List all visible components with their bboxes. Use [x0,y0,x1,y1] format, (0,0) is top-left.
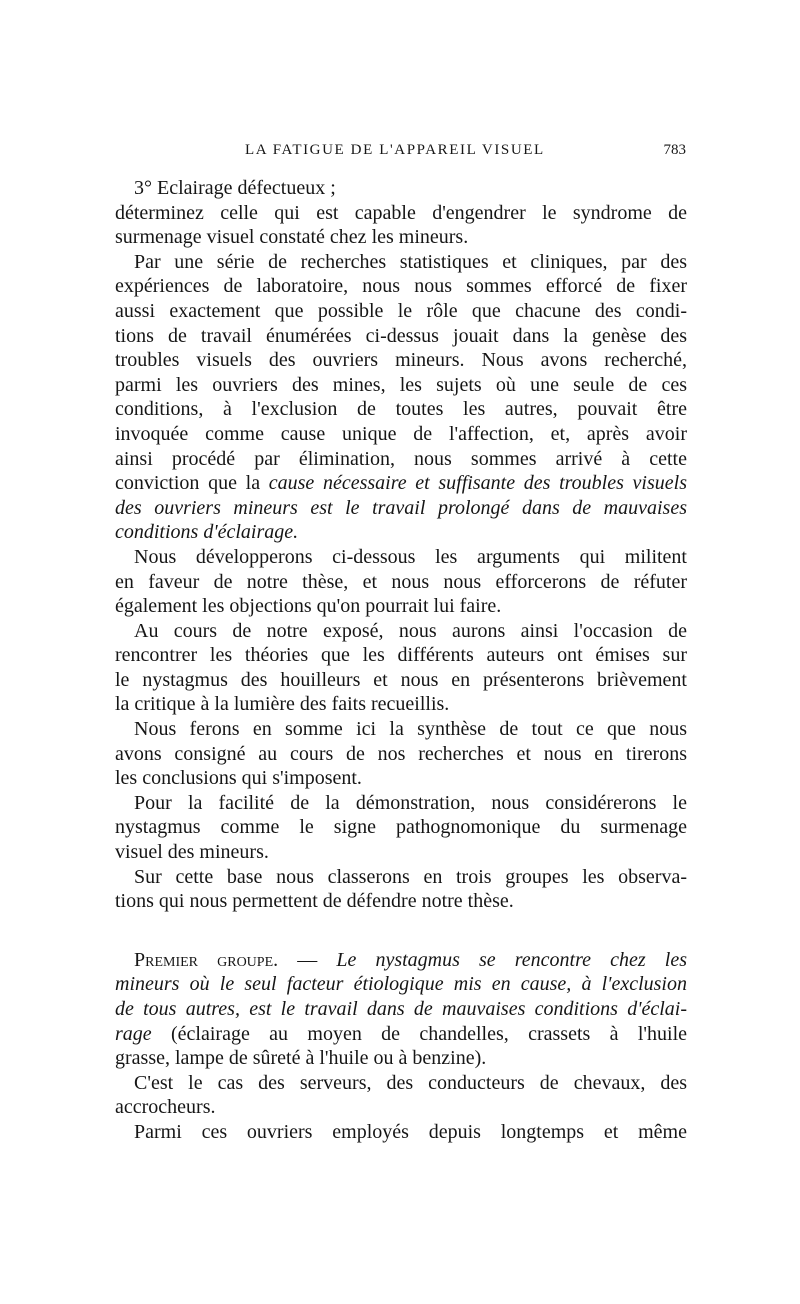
text-line: ainsi procédé par élimination, nous sommes arrivé à cette [115,447,687,470]
text-line: visuel des mineurs. [115,841,269,864]
text-line: Nous ferons en somme ici la synthèse de tout ce que nous [134,718,687,741]
text-line: Sur cette base nous classerons en trois groupes les observa- [134,865,687,888]
text-line: aussi exactement que possible le rôle que chacune des condi- [115,299,687,322]
italic-text: rage [115,1022,152,1045]
italic-text: des ouvriers mineurs est le travail prolongé dans de mauvaises [115,496,687,519]
text-line: 3° Eclairage défectueux ; [134,177,336,199]
text-line: le nystagmus des houilleurs et nous en présenterons brièvement [115,668,687,691]
page-number: 783 [663,142,686,158]
text-line: expériences de laboratoire, nous nous sommes efforcé de fixer [115,275,687,298]
text-line [115,496,687,521]
text-line: Parmi ces ouvriers employés depuis longtemps et même [134,1120,687,1143]
text-line: en faveur de notre thèse, et nous nous efforcerons de réfuter [115,570,687,593]
running-title: LA FATIGUE DE L'APPAREIL VISUEL [245,142,545,158]
text-line [115,520,687,545]
italic-text: de tous autres, est le travail dans de mauvaises conditions d'éclai- [115,998,687,1020]
text-line [115,471,687,496]
text-line: grasse, lampe de sûreté à l'huile ou à benzine). [115,1047,487,1070]
text-line [115,997,687,1022]
text-line: tions qui nous permettent de défendre notre thèse. [115,890,514,913]
italic-text: conditions d'éclairage. [115,521,299,544]
text-line [115,948,687,973]
italic-text: cause nécessaire et suffisante des troubles visuels [268,472,687,495]
text-line: avons consigné au cours de nos recherches et nous en tirerons [115,742,687,765]
text-line [115,972,687,997]
text-span: conviction que la [115,472,261,495]
page-header [115,142,700,164]
text-line: tions de travail énumérées ci-dessus jouait dans la genèse des [115,324,687,347]
text-line: Par une série de recherches statistiques et cliniques, par des [134,250,687,273]
text-line: nystagmus comme le signe pathognomonique du surmenage [115,816,687,839]
text-line: parmi les ouvriers des mines, les sujets où une seule de ces [115,373,687,396]
text-line: la critique à la lumière des faits recueillis. [115,693,450,716]
text-line: C'est le cas des serveurs, des conducteurs de chevaux, des [134,1071,687,1094]
section-gap [115,914,687,948]
text-line: accrocheurs. [115,1096,216,1119]
text-line: troubles visuels des ouvriers mineurs. Nous avons recherché, [115,349,687,372]
text-line: invoquée comme cause unique de l'affection, et, après avoir [115,422,687,445]
text-line: Nous développerons ci-dessous les arguments qui militent [134,545,687,568]
text-span: (éclairage au moyen de chandelles, crassets à l'huile [171,1022,688,1045]
body-text [115,176,687,1145]
text-line: surmenage visuel constaté chez les mineurs. [115,226,469,249]
text-line [115,1022,687,1047]
section-heading: Premier groupe. — [134,948,318,971]
italic-text: mineurs où le seul facteur étiologique mis en cause, à l'exclusion [115,973,687,996]
text-line: également les objections qu'on pourrait lui faire. [115,595,502,618]
text-line: conditions, à l'exclusion de toutes les autres, pouvait être [115,398,687,421]
text-line: les conclusions qui s'imposent. [115,767,362,790]
text-line: Au cours de notre exposé, nous aurons ainsi l'occasion de [134,619,687,642]
text-line: déterminez celle qui est capable d'engendrer le syndrome de [115,201,687,224]
italic-text: Le nystagmus se rencontre chez les [336,948,687,971]
text-line: rencontrer les théories que les différents auteurs ont émises sur [115,644,687,667]
text-line: Pour la facilité de la démonstration, nous considérerons le [134,791,687,814]
